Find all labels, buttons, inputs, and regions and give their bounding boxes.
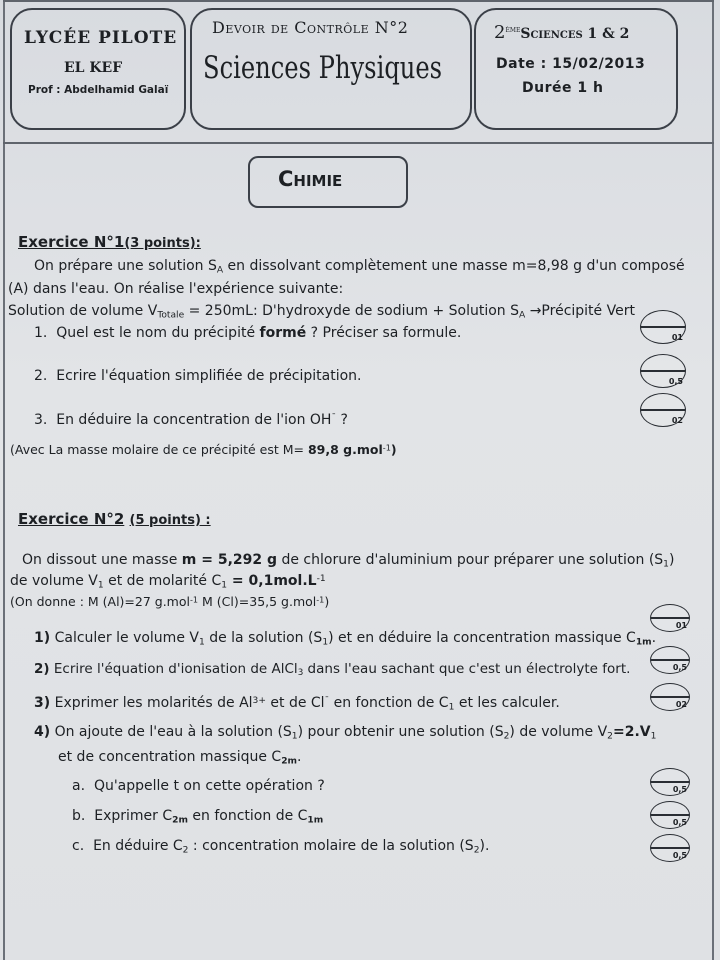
ex2-intro-l1-c: de chlorure d'aluminium pour préparer une solution (S — [277, 552, 664, 568]
ex2-qc-sub: 2 — [182, 845, 189, 856]
ex2-q4-l2-sub: 2m — [281, 756, 298, 767]
ex1-note — [10, 442, 397, 457]
ex1-q3-a: En déduire la concentration de l'ion — [56, 412, 310, 428]
exam-duration: Durée 1 h — [522, 80, 604, 96]
ex1-note-c: ) — [390, 442, 397, 457]
ex1-q1 — [34, 325, 461, 341]
ex1-q2-text: Ecrire l'équation simplifiée de précipitation. — [56, 368, 362, 384]
ex1-intro-l3-c: →Précipité Vert — [525, 303, 635, 319]
class-label — [494, 22, 629, 43]
mark-value: 0,5 — [672, 663, 687, 672]
mark-value: 0,5 — [672, 818, 687, 827]
mark-value: 0,5 — [672, 851, 687, 860]
class-sections: Sciences 1 & 2 — [520, 26, 630, 42]
ex2-qa-num: a. — [72, 778, 86, 794]
ex2-qb-sub: 2m — [172, 815, 188, 826]
ex2-points: (5 points) : — [129, 513, 211, 528]
ex1-note-sup: -1 — [382, 442, 391, 453]
subject-title: Sciences Physiques — [203, 50, 443, 86]
ex1-q2-num: 2. — [34, 368, 48, 384]
ex1-intro-l1-a: On prépare une solution S — [34, 258, 217, 274]
ex2-q4-line2 — [58, 749, 301, 766]
ex2-q1-sub3: 1m — [635, 637, 652, 648]
ex2-intro-l3-sup2: -1 — [316, 594, 325, 605]
header-rule — [3, 142, 714, 144]
mark-bubble — [640, 310, 686, 344]
ex2-intro-line3 — [10, 594, 329, 609]
ex2-q3-c: en fonction de C — [329, 695, 449, 711]
ex2-qc-c: ). — [479, 838, 490, 854]
ex2-q4-l2-a: et de concentration massique C — [58, 749, 282, 765]
mark-bubble — [650, 604, 690, 632]
ex1-title: Exercice N°1 — [18, 233, 125, 251]
mark-value: 02 — [675, 700, 687, 709]
ex2-q2-a: Ecrire l'équation d'ionisation de AlCl — [53, 661, 298, 677]
ex1-q1-b: ? Préciser sa formule. — [306, 325, 462, 341]
mark-bubble — [650, 683, 690, 711]
ex2-qc-a: En déduire C — [93, 838, 183, 854]
ex2-qb — [72, 808, 323, 825]
ex2-q3-sup: 3+ — [252, 695, 266, 706]
ex2-qc-num: c. — [72, 838, 85, 854]
ex2-intro-l1-sub: 1 — [663, 559, 669, 570]
page-border-left — [3, 0, 5, 960]
ex1-heading — [18, 233, 201, 251]
ex2-intro-l1-d: ) — [668, 552, 675, 568]
mark-bubble — [650, 834, 690, 862]
ex2-q3-d: et les calculer. — [454, 695, 560, 711]
ex1-note-b: 89,8 g.mol — [307, 442, 383, 457]
ex2-qb-a: Exprimer C — [94, 808, 173, 824]
professor-name: Prof : Abdelhamid Galaï — [28, 84, 169, 96]
page-border-right — [712, 0, 714, 960]
ex2-intro-line2 — [10, 573, 326, 590]
ex2-qc-b: : concentration molaire de la solution (S — [188, 838, 474, 854]
ex1-intro-l3-sub2: A — [519, 310, 526, 321]
mark-value: 01 — [671, 333, 683, 342]
ex2-q2-sub: 3 — [297, 668, 304, 679]
exam-date: Date : 15/02/2013 — [496, 56, 646, 72]
ex2-qa-text: Qu'appelle t on cette opération ? — [93, 778, 325, 794]
ex2-intro-l1-a: On dissout une masse — [22, 552, 182, 568]
ex1-q1-a: Quel est le nom du précipité — [56, 325, 260, 341]
ex2-q1-num: 1) — [34, 630, 51, 646]
ex1-intro-line2: (A) dans l'eau. On réalise l'expérience suivante: — [8, 281, 344, 297]
ex2-q3-num: 3) — [34, 695, 51, 711]
ex2-q4-d: =2.V — [612, 724, 651, 740]
ex2-q2 — [34, 661, 630, 678]
ex1-intro-l1-sub: A — [216, 265, 224, 276]
ex1-q3-num: 3. — [34, 412, 48, 428]
ex1-q3 — [34, 412, 348, 428]
exam-title: Devoir de Contrôle N°2 — [212, 18, 409, 37]
school-city: EL KEF — [64, 60, 123, 76]
ex2-q3-sup2: ¯ — [324, 695, 330, 706]
ex2-q3-sub: 1 — [448, 702, 455, 713]
ex2-qb-sub2: 1m — [307, 815, 324, 826]
ex2-intro-line1 — [22, 552, 674, 569]
ex2-intro-l2-a: de volume V — [10, 573, 98, 589]
school-name: LYCÉE PILOTE — [24, 28, 178, 48]
ex2-q4-sub4: 1 — [650, 731, 657, 742]
mark-bubble — [640, 393, 686, 427]
mark-bubble — [650, 768, 690, 796]
ex2-q1-b: de la solution (S — [204, 630, 323, 646]
ex2-q1-a: Calculer le volume V — [54, 630, 199, 646]
ex2-qb-b: en fonction de C — [187, 808, 308, 824]
section-title: Chimie — [278, 167, 343, 191]
ex2-q4-num: 4) — [34, 724, 51, 740]
ex1-intro-l3-b: = 250mL: D'hydroxyde de sodium + Solution S — [184, 303, 520, 319]
ex2-q1-c: ) et en déduire la concentration massique C — [328, 630, 636, 646]
ex1-q1-bold: formé — [259, 325, 307, 341]
ex1-intro-l1-b: en dissolvant complètement une masse m=8,98 g d'un composé — [223, 258, 685, 274]
ex2-q1 — [34, 630, 656, 647]
mark-bubble — [650, 801, 690, 829]
ex2-heading — [18, 510, 211, 528]
ex2-q1-sub: 1 — [198, 637, 205, 648]
ex2-q3 — [34, 695, 560, 712]
ex2-qa — [72, 778, 325, 794]
ex2-q1-d: . — [651, 630, 657, 646]
ex2-q1-sub2: 1 — [322, 637, 329, 648]
mark-value: 0,5 — [668, 377, 683, 386]
class-number: 2 — [494, 22, 506, 43]
ex1-note-a: (Avec La masse molaire de ce précipité est M= — [10, 442, 308, 457]
ex2-q2-num: 2) — [34, 661, 50, 677]
ex2-q4-l2-b: . — [297, 749, 302, 765]
mark-value: 01 — [675, 621, 687, 630]
mark-value: 0,5 — [672, 785, 687, 794]
ex2-intro-l3-a: (On donne : M (Al)=27 g.mol — [10, 594, 190, 609]
ex2-q2-b: dans l'eau sachant que c'est un électrolyte fort. — [303, 661, 631, 677]
ex2-intro-l2-sub2: 1 — [221, 580, 228, 591]
mark-bubble — [650, 646, 690, 674]
ex1-intro-l3-a: Solution de volume V — [8, 303, 158, 319]
ex2-intro-l2-sup: -1 — [316, 573, 326, 584]
ex1-intro-line1 — [34, 258, 685, 275]
ex2-intro-l1-b: m = 5,292 g — [181, 552, 278, 568]
ex1-intro-line3 — [8, 303, 635, 320]
ex2-q4-sub2: 2 — [503, 731, 510, 742]
mark-bubble — [640, 354, 686, 388]
ex2-intro-l2-sub: 1 — [97, 580, 104, 591]
ex2-intro-l3-b: M (Cl)=35,5 g.mol — [198, 594, 317, 609]
ex2-intro-l3-c: ) — [324, 594, 330, 609]
ex2-title: Exercice N°2 — [18, 510, 125, 528]
ex2-qc — [72, 838, 489, 855]
ex1-q1-num: 1. — [34, 325, 48, 341]
ex2-q4-a: On ajoute de l'eau à la solution (S — [54, 724, 292, 740]
ex1-points: (3 points): — [124, 236, 201, 251]
ex1-q2 — [34, 368, 362, 384]
ex2-intro-l2-b: et de molarité C — [103, 573, 222, 589]
ex1-intro-l3-sub: Totale — [157, 310, 185, 321]
ex2-qc-sub2: 2 — [473, 845, 480, 856]
ex2-q4-sub3: 2 — [607, 731, 613, 742]
ex2-intro-l3-sup: -1 — [189, 594, 199, 605]
ex1-q3-b: ? — [336, 412, 348, 428]
ex2-intro-l2-c: = 0,1mol.L — [227, 573, 317, 589]
ex2-q4 — [34, 724, 656, 741]
ex1-q3-ion: OH — [309, 412, 332, 428]
ex2-q3-a: Exprimer les molarités de Al — [54, 695, 253, 711]
ex2-q4-sub: 1 — [291, 731, 298, 742]
ex2-qb-num: b. — [72, 808, 86, 824]
ex2-q4-c: ) de volume V — [509, 724, 608, 740]
ex1-q3-sup: ¯ — [331, 412, 336, 423]
top-rule — [3, 0, 714, 2]
class-suffix: ème — [505, 25, 521, 35]
ex2-q4-b: ) pour obtenir une solution (S — [297, 724, 504, 740]
ex2-q3-b: et de Cl — [265, 695, 325, 711]
mark-value: 02 — [671, 416, 683, 425]
